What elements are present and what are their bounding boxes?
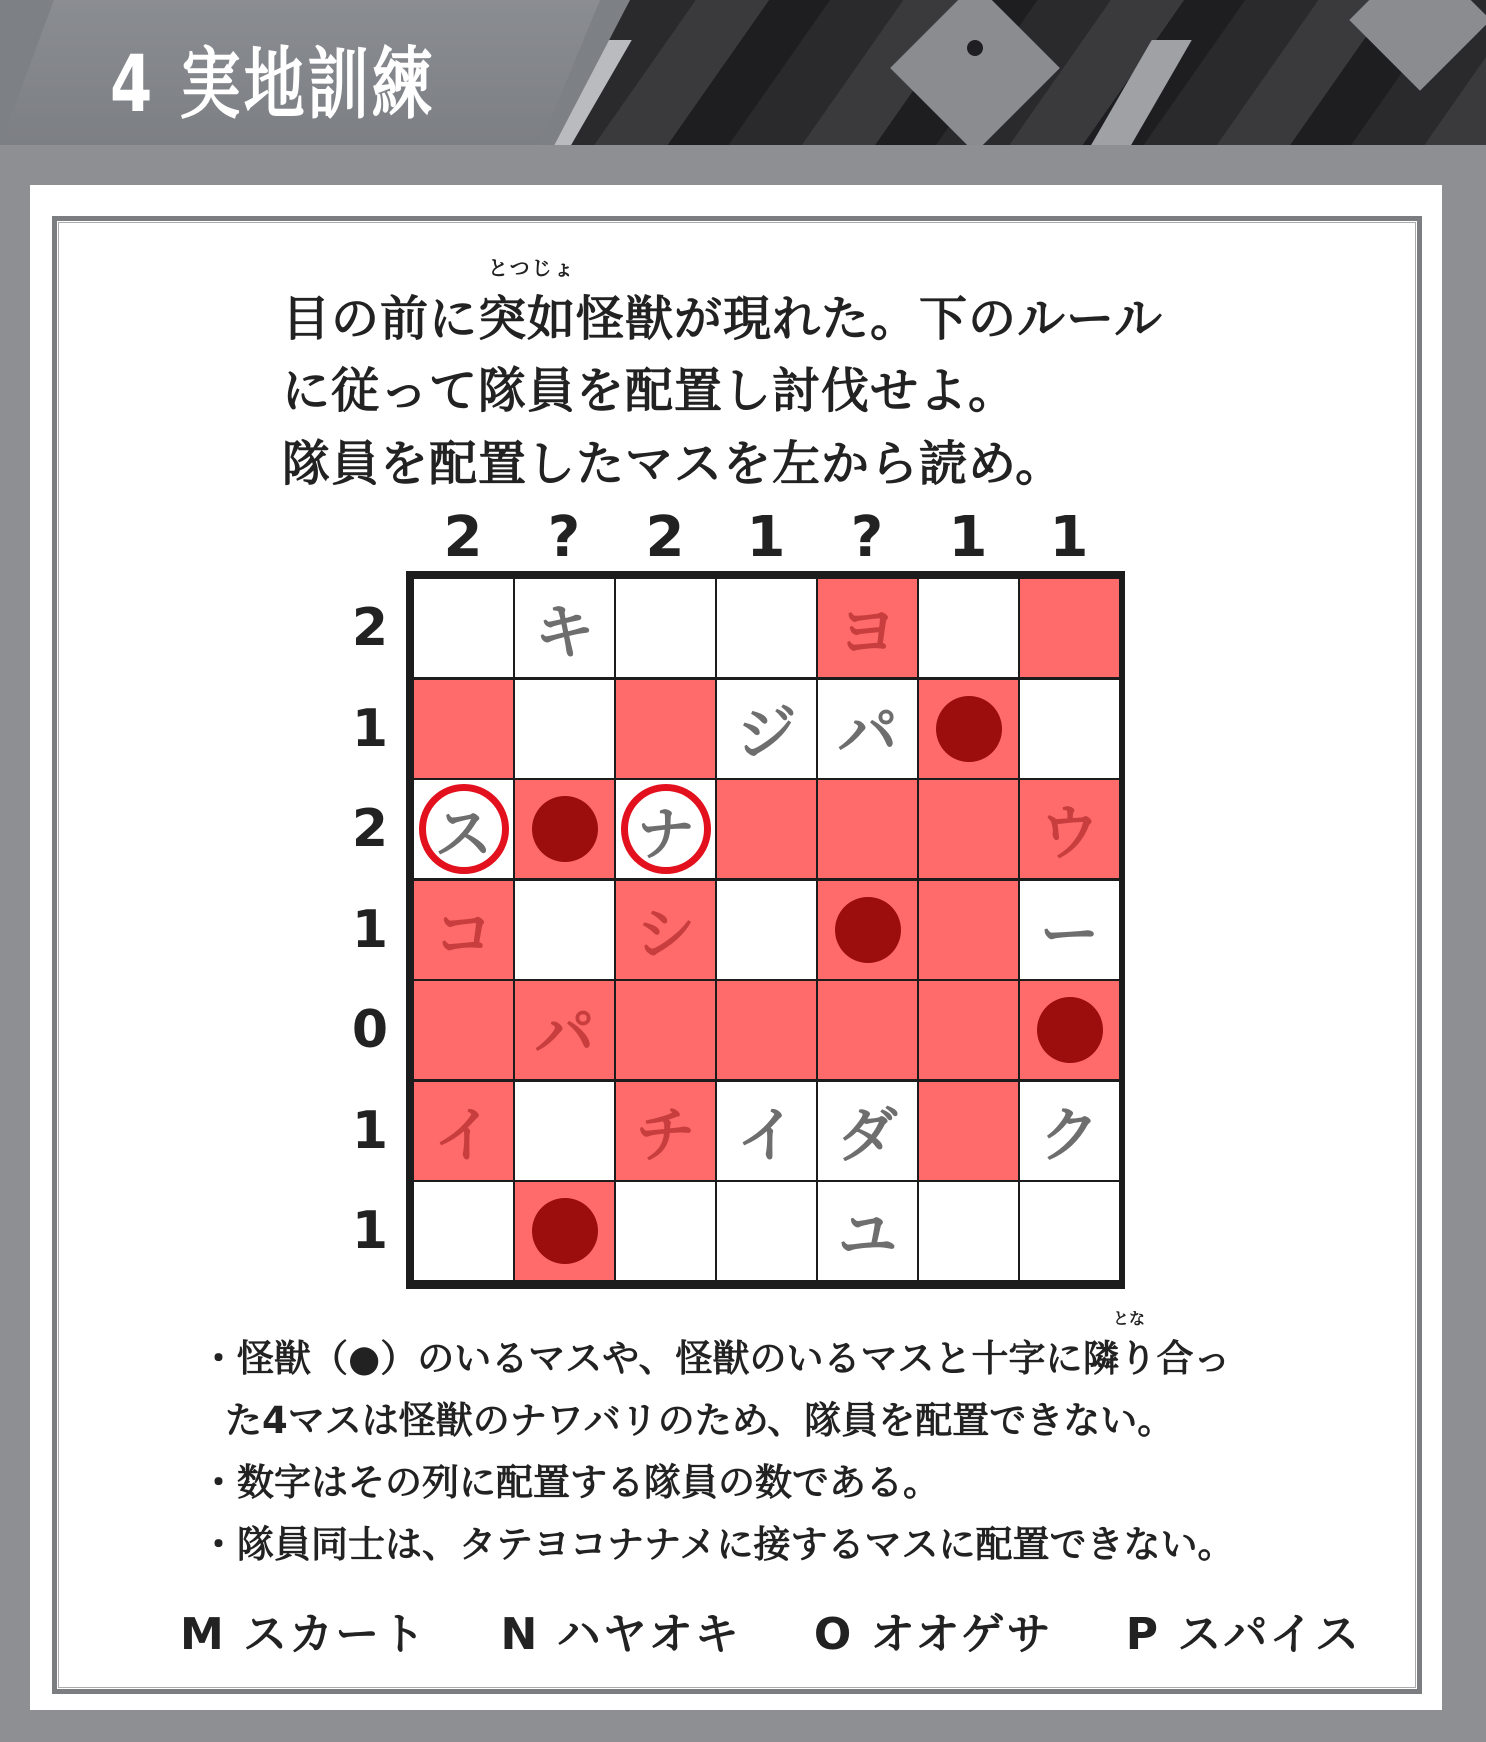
grid-cell[interactable] bbox=[414, 881, 513, 979]
grid-cell[interactable] bbox=[717, 981, 816, 1079]
cell-label: ダ bbox=[837, 1100, 898, 1171]
cell-label: チ bbox=[635, 1100, 696, 1171]
cell-label: コ bbox=[433, 899, 494, 970]
cell-label: ジ bbox=[736, 698, 797, 769]
grid-cell[interactable] bbox=[818, 579, 917, 677]
cell-label: イ bbox=[433, 1100, 494, 1171]
diamond-decor-icon bbox=[890, 0, 1060, 145]
rule-1: ・怪獣（●）のいるマスや、怪獣のいるマスと十字に隣り合っ bbox=[200, 1337, 1231, 1380]
grid-cell[interactable] bbox=[717, 881, 816, 979]
rule-1-cont: た4マスは怪獣のナワバリのため、隊員を配置できない。 bbox=[225, 1399, 1175, 1442]
grid-cell[interactable] bbox=[919, 780, 1018, 878]
cell-label: ユ bbox=[837, 1201, 898, 1271]
grid-cell[interactable] bbox=[616, 981, 715, 1079]
monster-icon bbox=[936, 696, 1002, 762]
header-banner bbox=[0, 0, 1486, 145]
grid-cell[interactable] bbox=[717, 1082, 816, 1180]
grid-cell[interactable] bbox=[515, 881, 614, 979]
answer-option-p[interactable]: P スパイス bbox=[1125, 1609, 1361, 1660]
grid-cell[interactable] bbox=[616, 579, 715, 677]
rule-3: ・隊員同士は、タテヨコナナメに接するマスに配置できない。 bbox=[200, 1523, 1235, 1566]
cell-label: パ bbox=[837, 698, 898, 769]
grid-cell[interactable] bbox=[414, 1182, 513, 1280]
grid-cell[interactable] bbox=[1020, 579, 1119, 677]
cell-label: ウ bbox=[1039, 799, 1100, 869]
grid-cell[interactable] bbox=[616, 1182, 715, 1280]
grid-cell[interactable] bbox=[1020, 780, 1119, 878]
grid-cell[interactable] bbox=[818, 1082, 917, 1180]
rule-ruby: とな bbox=[1113, 1309, 1146, 1328]
column-clue: 1 bbox=[1049, 505, 1089, 570]
row-clue: 0 bbox=[351, 1000, 389, 1060]
column-clue: 2 bbox=[645, 505, 685, 570]
answer-option-n[interactable]: N ハヤオキ bbox=[500, 1609, 741, 1660]
cell-label: ヨ bbox=[837, 598, 898, 668]
puzzle-grid bbox=[406, 571, 1125, 1289]
cell-label: イ bbox=[736, 1100, 797, 1171]
grid-cell[interactable] bbox=[919, 1182, 1018, 1280]
monster-icon bbox=[532, 796, 598, 862]
grid-cell[interactable] bbox=[717, 780, 816, 878]
monster-icon bbox=[1037, 997, 1103, 1063]
monster-icon bbox=[835, 897, 901, 963]
grid-cell[interactable] bbox=[717, 680, 816, 778]
answer-option-m[interactable]: M スカート bbox=[180, 1609, 428, 1660]
grid-cell[interactable] bbox=[717, 1182, 816, 1280]
grid-cell[interactable] bbox=[414, 981, 513, 1079]
row-clue: 2 bbox=[351, 799, 389, 859]
grid-cell[interactable] bbox=[1020, 1182, 1119, 1280]
column-clue: 1 bbox=[948, 505, 988, 570]
chevron-decor-icon bbox=[1349, 0, 1486, 91]
row-clue: 2 bbox=[351, 598, 389, 658]
circled-cell-label: ス bbox=[419, 784, 509, 874]
grid-cell[interactable] bbox=[414, 680, 513, 778]
grid-cell[interactable] bbox=[717, 579, 816, 677]
grid-cell[interactable] bbox=[414, 1082, 513, 1180]
row-clue: 1 bbox=[351, 698, 389, 759]
page-title: 4 実地訓練 bbox=[110, 40, 436, 130]
grid-cell[interactable] bbox=[414, 780, 513, 878]
grid-cell[interactable] bbox=[919, 1082, 1018, 1180]
grid-cell[interactable] bbox=[414, 579, 513, 677]
grid-cell[interactable] bbox=[515, 981, 614, 1079]
decor-stripe bbox=[1088, 40, 1192, 145]
grid-cell[interactable] bbox=[616, 881, 715, 979]
grid-cell[interactable] bbox=[919, 881, 1018, 979]
grid-cell[interactable] bbox=[818, 1182, 917, 1280]
cell-label: キ bbox=[534, 598, 595, 668]
grid-cell[interactable] bbox=[818, 780, 917, 878]
grid-cell[interactable] bbox=[1020, 981, 1119, 1079]
cell-label: ク bbox=[1039, 1100, 1100, 1171]
cell-label: パ bbox=[534, 1000, 595, 1070]
grid-cell[interactable] bbox=[1020, 881, 1119, 979]
intro-line-2: に従って隊員を配置し討伐せよ。 bbox=[282, 363, 1018, 419]
cell-label: ー bbox=[1039, 899, 1100, 970]
row-clue: 1 bbox=[351, 1201, 389, 1261]
row-clue: 1 bbox=[351, 899, 389, 960]
circled-cell-label: ナ bbox=[621, 784, 711, 874]
intro-line-3: 隊員を配置したマスを左から読め。 bbox=[282, 436, 1065, 492]
grid-cell[interactable] bbox=[919, 579, 1018, 677]
intro-line-1: 目の前に突如怪獣が現れた。下のルール bbox=[282, 291, 1164, 347]
monster-icon bbox=[532, 1198, 598, 1264]
grid-cell[interactable] bbox=[515, 579, 614, 677]
grid-cell[interactable] bbox=[1020, 680, 1119, 778]
grid-cell[interactable] bbox=[515, 1182, 614, 1280]
grid-cell[interactable] bbox=[818, 981, 917, 1079]
answer-option-o[interactable]: O オオゲサ bbox=[813, 1609, 1053, 1660]
rule-2: ・数字はその列に配置する隊員の数である。 bbox=[200, 1461, 940, 1504]
row-clue: 1 bbox=[351, 1100, 389, 1161]
grid-cell[interactable] bbox=[616, 1082, 715, 1180]
grid-cell[interactable] bbox=[515, 680, 614, 778]
intro-ruby: とつじょ bbox=[488, 256, 576, 280]
column-clue: ? bbox=[850, 505, 884, 570]
answer-choices bbox=[180, 1598, 1417, 1662]
column-clue: ? bbox=[547, 505, 581, 570]
grid-cell[interactable] bbox=[919, 680, 1018, 778]
grid-cell[interactable] bbox=[818, 881, 917, 979]
grid-cell[interactable] bbox=[818, 680, 917, 778]
cell-label: シ bbox=[635, 899, 696, 970]
grid-cell[interactable] bbox=[919, 981, 1018, 1079]
grid-cell[interactable] bbox=[515, 1082, 614, 1180]
column-clue: 2 bbox=[443, 505, 483, 570]
grid-cell[interactable] bbox=[515, 780, 614, 878]
grid-cell[interactable] bbox=[616, 680, 715, 778]
grid-cell[interactable] bbox=[1020, 1082, 1119, 1180]
diamond-dot-icon bbox=[967, 40, 983, 56]
grid-cell[interactable] bbox=[616, 780, 715, 878]
column-clue: 1 bbox=[746, 505, 786, 570]
